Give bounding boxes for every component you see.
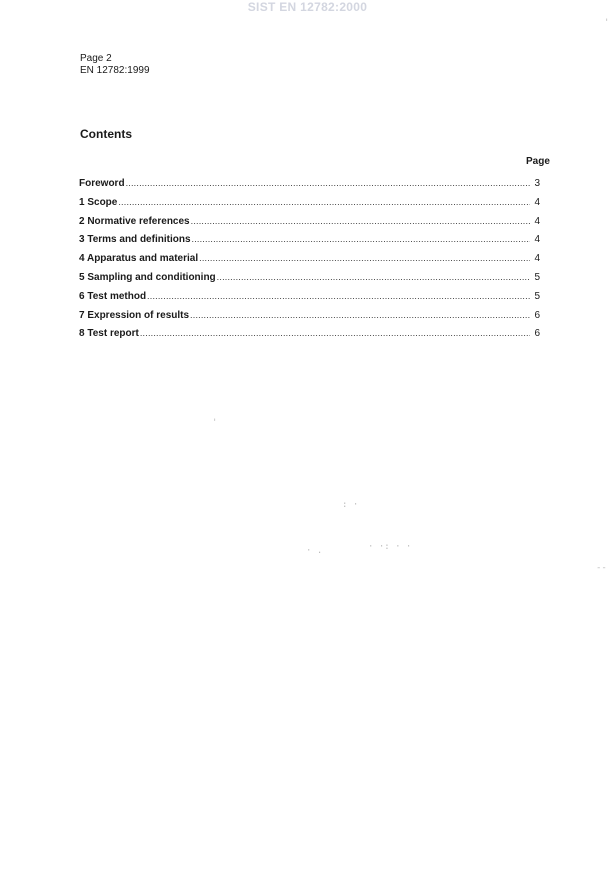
dot-leader xyxy=(199,253,530,263)
dot-leader xyxy=(217,272,530,282)
dot-leader xyxy=(126,178,530,188)
toc-entry[interactable] xyxy=(79,216,540,235)
toc-entry-title: 2 Normative references xyxy=(79,215,190,227)
dot-leader xyxy=(192,234,531,244)
scan-speck: ' xyxy=(604,18,610,28)
toc-entry-page: 4 xyxy=(534,215,540,227)
toc-entry[interactable] xyxy=(79,328,540,347)
dot-leader xyxy=(147,291,530,301)
toc-entry-title: Foreword xyxy=(79,178,125,189)
toc-entry-title: 6 Test method xyxy=(79,290,147,302)
toc-entry[interactable] xyxy=(79,197,540,216)
toc-entry-page: 4 xyxy=(534,253,540,265)
scan-speck: -- xyxy=(596,563,607,573)
dot-leader xyxy=(140,328,530,338)
scan-speck: : · xyxy=(342,500,359,510)
standard-reference: EN 12782:1999 xyxy=(80,65,150,76)
page-column-label: Page xyxy=(526,156,550,167)
dot-leader xyxy=(191,216,530,226)
scan-speck: ' xyxy=(212,418,218,428)
toc-entry-page: 5 xyxy=(534,290,540,302)
toc-entry[interactable] xyxy=(79,178,540,197)
toc-entry[interactable] xyxy=(79,291,540,310)
scan-speck: · . xyxy=(306,546,323,556)
toc-entry-page: 3 xyxy=(534,178,540,189)
toc-entry[interactable] xyxy=(79,310,540,329)
toc-entry-title: 7 Expression of results xyxy=(79,309,190,321)
toc-entry-page: 6 xyxy=(534,328,540,340)
toc-entry-title: 3 Terms and definitions xyxy=(79,234,191,246)
toc-entry-page: 6 xyxy=(534,309,540,321)
page-header xyxy=(80,53,150,77)
table-of-contents xyxy=(79,178,540,347)
toc-entry-page: 4 xyxy=(534,196,540,208)
dot-leader xyxy=(190,310,530,320)
toc-entry[interactable] xyxy=(79,253,540,272)
contents-heading: Contents xyxy=(80,127,132,141)
watermark: SIST EN 12782:2000 xyxy=(247,0,368,14)
toc-entry-title: 1 Scope xyxy=(79,196,118,208)
toc-entry-page: 4 xyxy=(534,234,540,246)
toc-entry[interactable] xyxy=(79,234,540,253)
dot-leader xyxy=(118,197,530,207)
toc-entry[interactable] xyxy=(79,272,540,291)
toc-entry-page: 5 xyxy=(534,271,540,283)
toc-entry-title: 4 Apparatus and material xyxy=(79,253,199,265)
page-number: Page 2 xyxy=(80,53,112,64)
scan-speck: · ·: · · xyxy=(368,542,412,552)
toc-entry-title: 5 Sampling and conditioning xyxy=(79,271,216,283)
toc-entry-title: 8 Test report xyxy=(79,328,139,340)
